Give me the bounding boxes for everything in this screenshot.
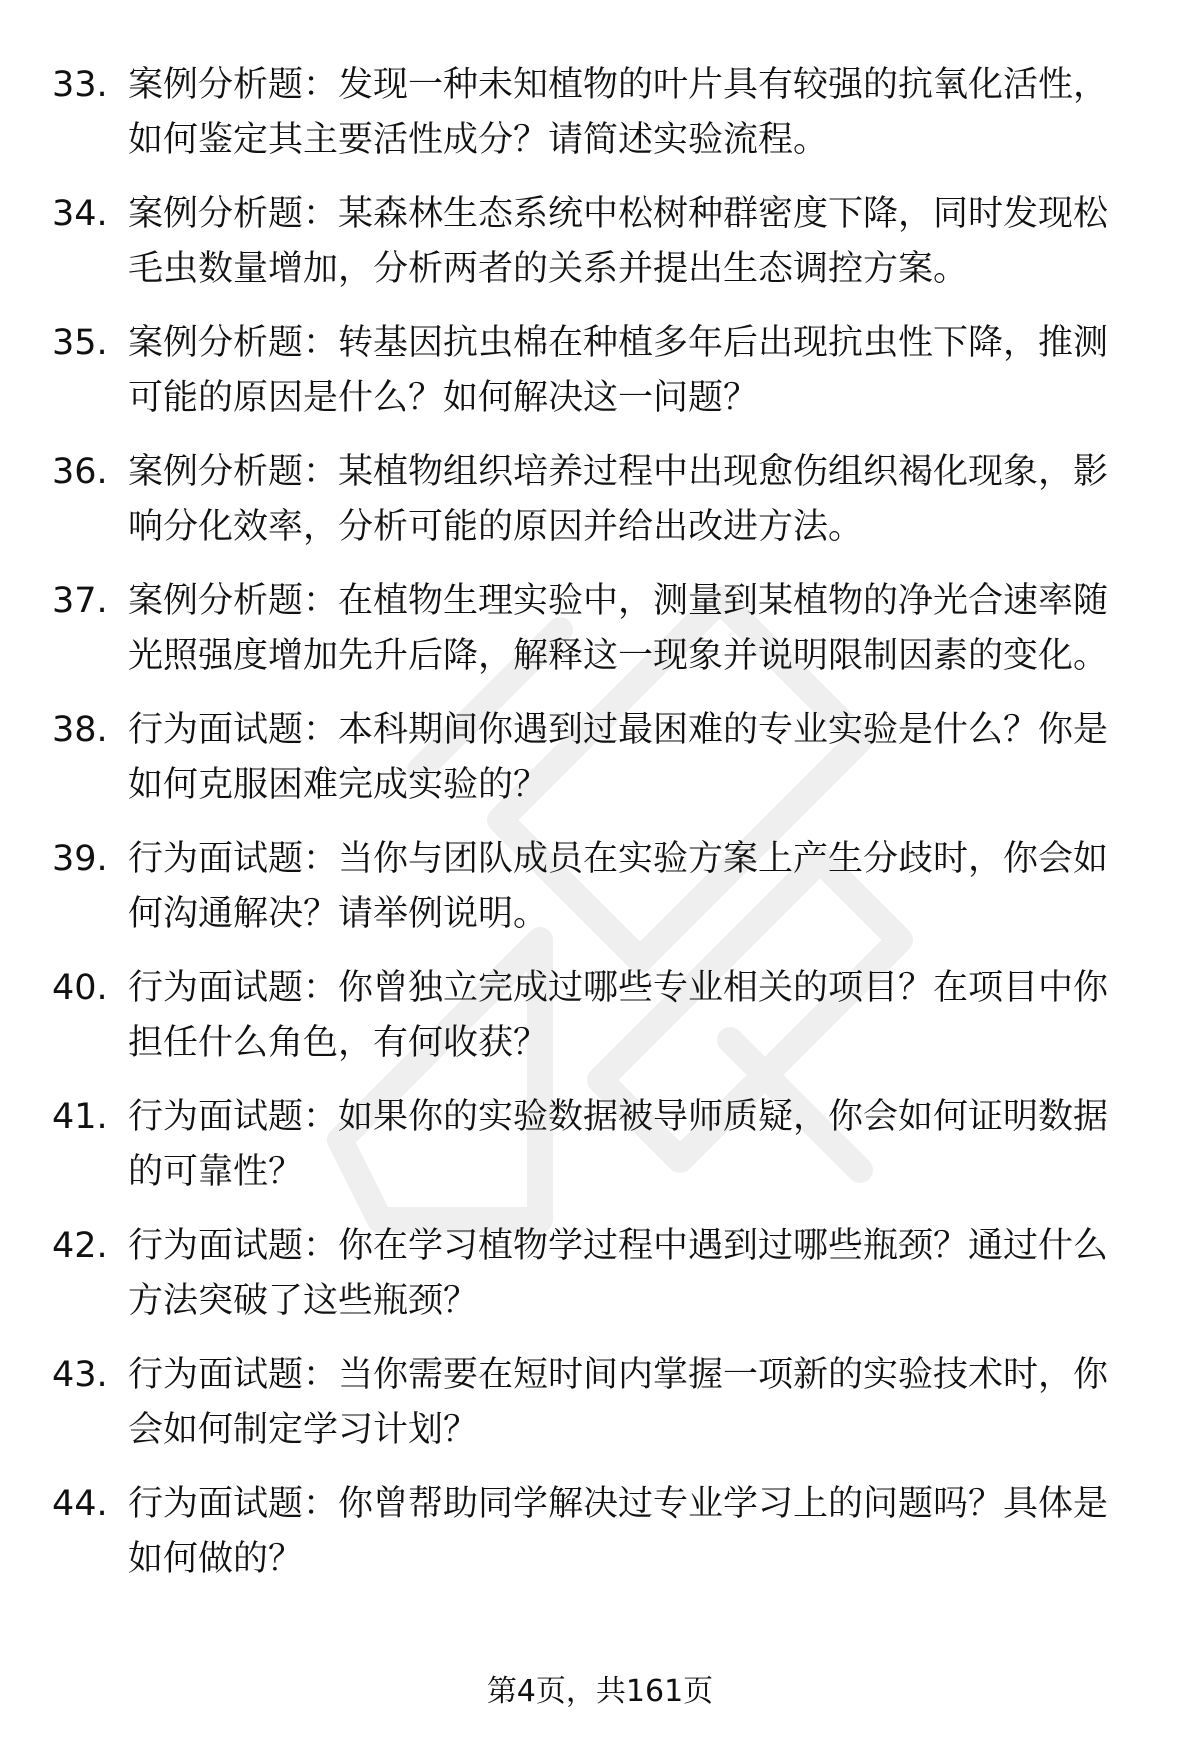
question-number: 42. xyxy=(52,1226,108,1266)
question-number: 34. xyxy=(52,194,108,234)
question-number: 38. xyxy=(52,710,108,750)
question-item xyxy=(0,961,1200,1071)
question-number: 36. xyxy=(52,452,108,492)
question-text: 行为面试题：你曾帮助同学解决过专业学习上的问题吗？具体是如何做的？ xyxy=(128,1484,1109,1579)
question-item xyxy=(0,574,1200,684)
page-indicator: 第4页，共161页 xyxy=(486,1674,714,1709)
question-number: 43. xyxy=(52,1355,108,1395)
question-list xyxy=(0,58,1200,1606)
question-number: 41. xyxy=(52,1097,108,1137)
question-text: 案例分析题：在植物生理实验中，测量到某植物的净光合速率随光照强度增加先升后降，解释这一现象并说明限制因素的变化。 xyxy=(128,581,1109,676)
question-text: 案例分析题：发现一种未知植物的叶片具有较强的抗氧化活性，如何鉴定其主要活性成分？请简述实验流程。 xyxy=(128,65,1109,160)
question-number: 40. xyxy=(52,968,108,1008)
question-item xyxy=(0,832,1200,942)
question-number: 44. xyxy=(52,1484,108,1524)
question-item xyxy=(0,445,1200,555)
question-number: 39. xyxy=(52,839,108,879)
question-text: 行为面试题：当你需要在短时间内掌握一项新的实验技术时，你会如何制定学习计划？ xyxy=(128,1355,1109,1450)
question-item xyxy=(0,316,1200,426)
question-text: 行为面试题：本科期间你遇到过最困难的专业实验是什么？你是如何克服困难完成实验的？ xyxy=(128,710,1109,805)
question-item xyxy=(0,187,1200,297)
question-text: 行为面试题：你曾独立完成过哪些专业相关的项目？在项目中你担任什么角色，有何收获？ xyxy=(128,968,1109,1063)
question-text: 案例分析题：转基因抗虫棉在种植多年后出现抗虫性下降，推测可能的原因是什么？如何解决这一问题？ xyxy=(128,323,1109,418)
question-text: 行为面试题：如果你的实验数据被导师质疑，你会如何证明数据的可靠性？ xyxy=(128,1097,1109,1192)
question-text: 行为面试题：当你与团队成员在实验方案上产生分歧时，你会如何沟通解决？请举例说明。 xyxy=(128,839,1109,934)
question-number: 35. xyxy=(52,323,108,363)
question-item xyxy=(0,1219,1200,1329)
question-item xyxy=(0,1348,1200,1458)
question-item xyxy=(0,703,1200,813)
question-number: 33. xyxy=(52,65,108,105)
question-text: 案例分析题：某植物组织培养过程中出现愈伤组织褐化现象，影响分化效率，分析可能的原因并给出改进方法。 xyxy=(128,452,1109,547)
question-number: 37. xyxy=(52,581,108,621)
question-text: 案例分析题：某森林生态系统中松树种群密度下降，同时发现松毛虫数量增加，分析两者的关系并提出生态调控方案。 xyxy=(128,194,1109,289)
question-item xyxy=(0,1477,1200,1587)
question-item xyxy=(0,58,1200,168)
question-item xyxy=(0,1090,1200,1200)
question-text: 行为面试题：你在学习植物学过程中遇到过哪些瓶颈？通过什么方法突破了这些瓶颈？ xyxy=(128,1226,1109,1321)
